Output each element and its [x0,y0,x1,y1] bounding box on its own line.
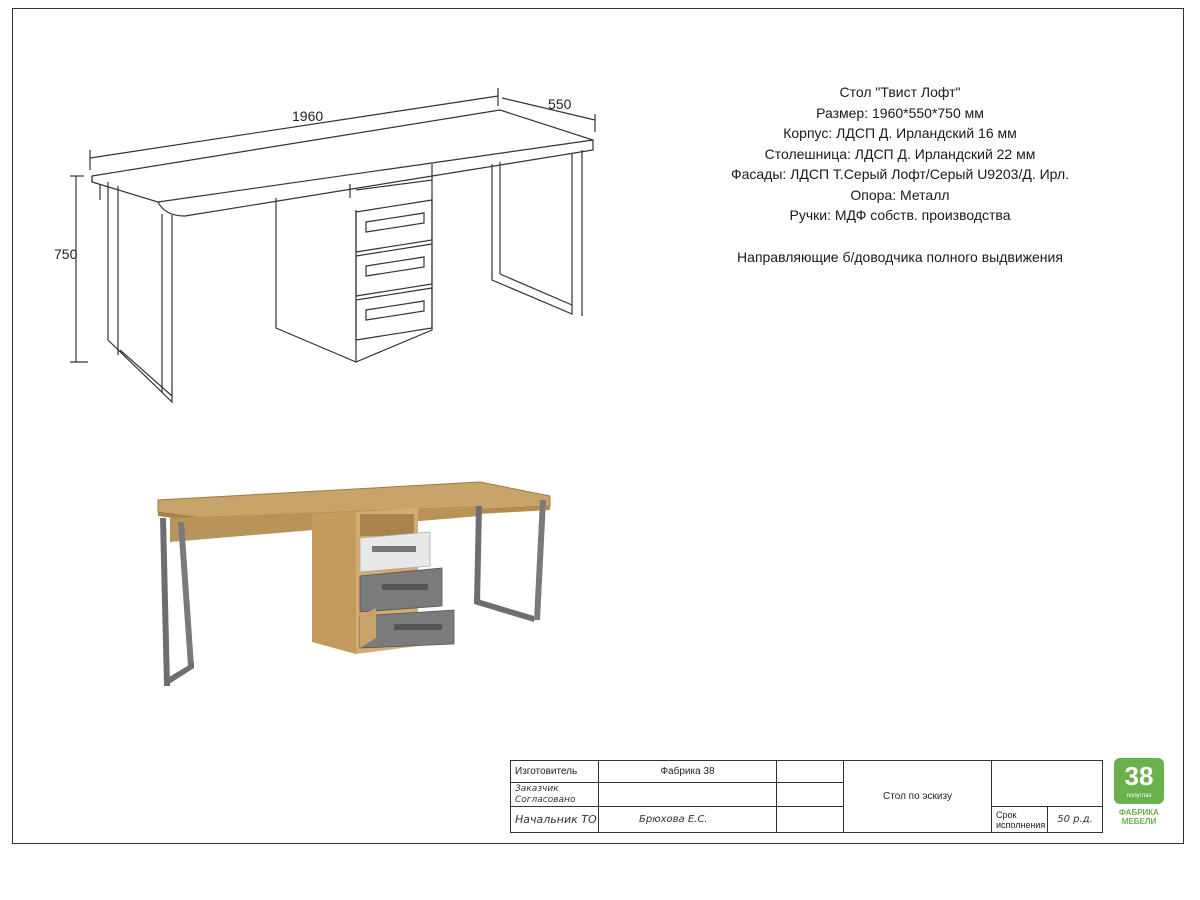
spec-handles: Ручки: МДФ собств. производства [789,207,1011,223]
dimension-depth: 550 [548,96,572,112]
logo-line2: МЕБЕЛИ [1121,817,1157,826]
empty-cell [992,761,1103,807]
spec-size: Размер: 1960*550*750 мм [816,104,984,121]
logo-name [1114,808,1164,826]
specification [690,82,1110,267]
empty-cell [777,807,844,833]
factory-logo [1114,758,1164,830]
manufacturer-label: Изготовитель [511,761,599,783]
spec-title: Стол "Твист Лофт" [839,84,961,100]
empty-cell [599,783,777,807]
empty-cell [777,761,844,783]
dimension-length: 1960 [292,108,324,124]
spec-support: Опора: Металл [850,186,950,203]
title-block [510,760,1102,832]
logo-number: 38 [1124,761,1154,791]
logo-badge [1114,758,1164,804]
manufacturer-value: Фабрика 38 [599,761,777,783]
deadline-value: 50 р.д. [1048,807,1103,833]
desk-render-image [150,470,570,700]
spec-fronts: Фасады: ЛДСП Т.Серый Лофт/Серый U9203/Д. Ирл. [730,166,1070,182]
head-label: Начальник ТО [511,807,599,833]
dimension-height: 750 [54,246,78,262]
spec-top: Столешница: ЛДСП Д. Ирландский 22 мм [764,145,1036,162]
spec-note: Направляющие б/доводчика полного выдвижения [737,248,1063,265]
approved-label: Согласовано [515,794,576,805]
deadline-label: Срок исполнения [992,807,1048,833]
order-label: Стол по эскизу [844,761,992,833]
logo-sub: полуглаз [1126,793,1152,799]
desk-technical-drawing [40,80,620,420]
empty-cell [777,783,844,807]
customer-label: Заказчик [515,783,559,794]
head-value: Брюхова Е.С. [599,807,777,833]
spec-body: Корпус: ЛДСП Д. Ирландский 16 мм [783,125,1017,141]
logo-line1: ФАБРИКА [1119,808,1159,817]
